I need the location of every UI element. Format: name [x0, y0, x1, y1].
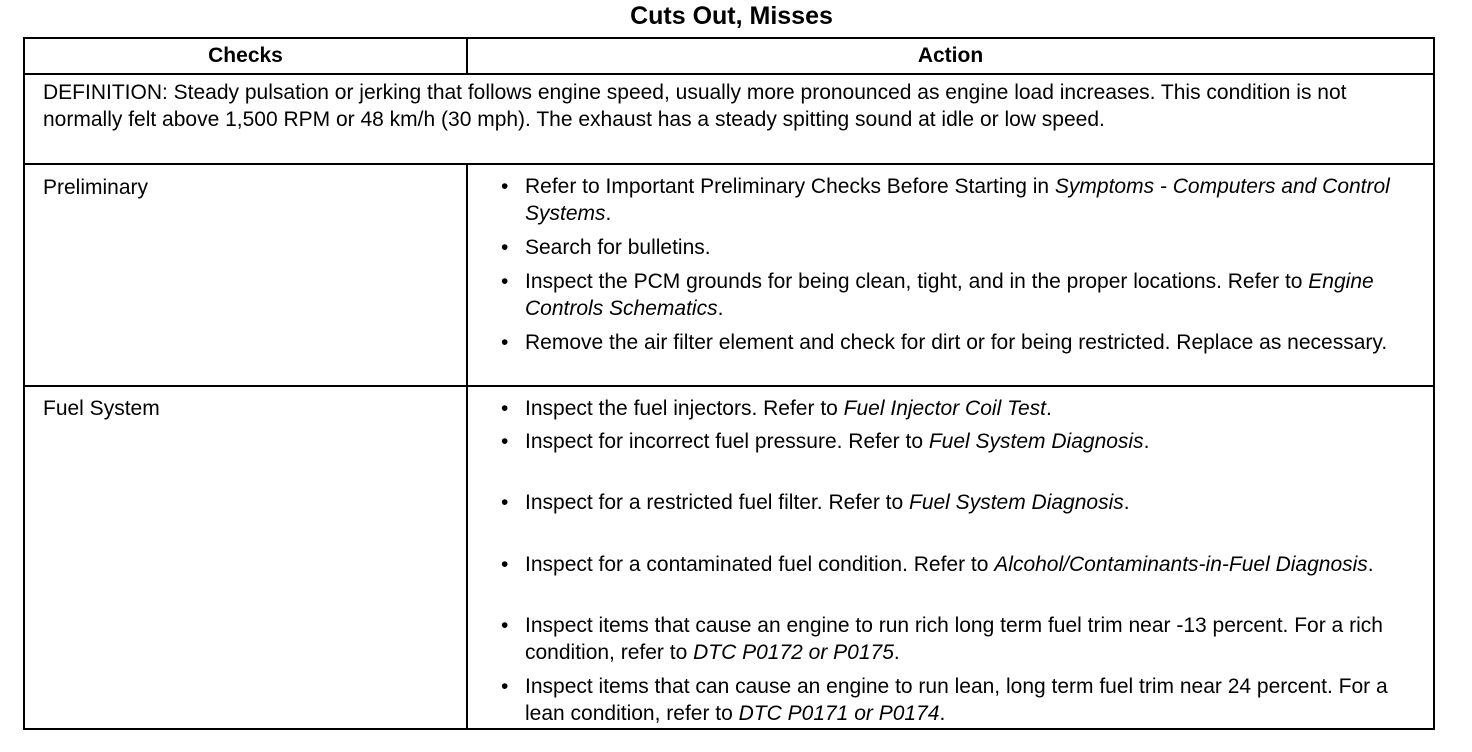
bullet-icon: •: [501, 614, 509, 637]
row-divider: [25, 385, 1433, 387]
action-item: • Inspect items that can cause an engine to run lean, long term fuel trim near 24 percent. For a lean condition, refer to DTC P0171 or P0174.: [501, 675, 1388, 725]
action-item: • Inspect for incorrect fuel pressure. Refer to Fuel System Diagnosis.: [501, 430, 1150, 453]
bullet-icon: •: [501, 331, 509, 354]
action-item: • Inspect the PCM grounds for being clean, tight, and in the proper locations. Refer to Engine Controls Schematics.: [501, 270, 1374, 320]
action-item: • Search for bulletins.: [501, 236, 711, 259]
bullet-icon: •: [501, 397, 509, 420]
check-label-preliminary: Preliminary: [43, 176, 149, 199]
bullet-icon: •: [501, 675, 509, 698]
action-item: • Refer to Important Preliminary Checks Before Starting in Symptoms - Computers and Control Systems.: [501, 175, 1390, 225]
diagnostic-table: [23, 37, 1435, 730]
action-item: • Inspect for a contaminated fuel condition. Refer to Alcohol/Contaminants-in-Fuel Diagnosis.: [501, 553, 1374, 576]
check-label-fuel-system: Fuel System: [43, 397, 160, 420]
definition-divider: [25, 163, 1433, 165]
bullet-icon: •: [501, 491, 509, 514]
action-item: • Remove the air filter element and check for dirt or for being restricted. Replace as necessary.: [501, 331, 1388, 354]
header-divider: [25, 73, 1433, 75]
column-header-checks: Checks: [208, 44, 283, 67]
bullet-icon: •: [501, 430, 509, 453]
body-column-divider: [466, 165, 468, 728]
column-header-action: Action: [917, 44, 984, 67]
page-title: Cuts Out, Misses: [630, 2, 833, 30]
action-item: • Inspect items that cause an engine to run rich long term fuel trim near -13 percent. For a rich condition, refer to DTC P0172 or P0175.: [501, 614, 1383, 664]
definition-text: DEFINITION: Steady pulsation or jerking that follows engine speed, usually more pronounced as engine load increases. This condition is not normally felt above 1,500 RPM or 48 km/h (30 mph). The exhaust has a steady spitting sound at idle or low speed.: [43, 81, 1347, 131]
action-item: • Inspect for a restricted fuel filter. Refer to Fuel System Diagnosis.: [501, 491, 1130, 514]
bullet-icon: •: [501, 270, 509, 293]
action-item: • Inspect the fuel injectors. Refer to Fuel Injector Coil Test.: [501, 397, 1052, 420]
header-column-divider: [466, 39, 468, 73]
bullet-icon: •: [501, 236, 509, 259]
bullet-icon: •: [501, 553, 509, 576]
bullet-icon: •: [501, 175, 509, 198]
